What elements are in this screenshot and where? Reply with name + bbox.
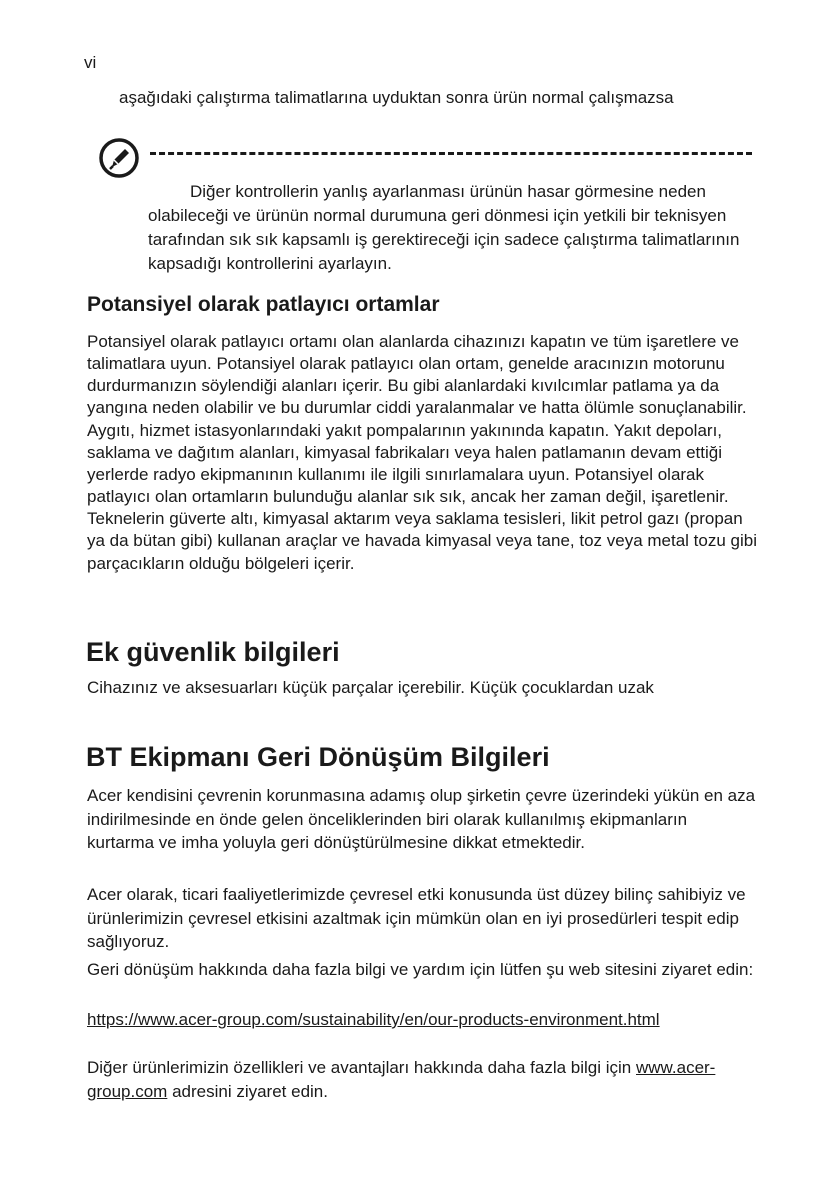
heading-it-recycling: BT Ekipmanı Geri Dönüşüm Bilgileri	[86, 742, 550, 772]
page-number: vi	[84, 53, 97, 72]
paragraph-recycling-3: Geri dönüşüm hakkında daha fazla bilgi ve yardım için lütfen şu web sitesini ziyaret edin:	[87, 960, 754, 979]
recycling-url-line	[87, 1009, 757, 1031]
heading-additional-safety: Ek güvenlik bilgileri	[86, 637, 340, 667]
note-text	[148, 180, 748, 276]
recycling-url-link[interactable]: https://www.acer-group.com/sustainability/en/our-products-environment.html	[87, 1010, 660, 1029]
paragraph-recycling-1: Acer kendisini çevrenin korunmasına adamış olup şirketin çevre üzerindeki yükün en aza indirilmesinde en önde gelen önceliklerinden biri olarak kullanılmış ekipmanların kurtarma ve imha yoluyla geri dönüştürülmesine dikkat etmektedir.	[87, 786, 756, 852]
note-pencil-icon	[98, 137, 140, 179]
intro-text: aşağıdaki çalıştırma talimatlarına uyduktan sonra ürün normal çalışmazsa	[119, 88, 674, 107]
heading-explosive-environments: Potansiyel olarak patlayıcı ortamlar	[87, 293, 440, 316]
paragraph-recycling-2: Acer olarak, ticari faaliyetlerimizde çevresel etki konusunda üst düzey bilinç sahibiyiz ve ürünlerimizin çevresel etkisini azaltmak için mümkün olan en iyi prosedürleri tespit edip sağlıyoruz.	[87, 885, 746, 951]
paragraph-explosive-environments: Potansiyel olarak patlayıcı ortamı olan alanlarda cihazınızı kapatın ve tüm işaretlere ve talimatlara uyun. Potansiyel olarak patlayıcı olan ortam, genelde aracınızın motorunu durdurmanızın söylendiği alanları içerir. Bu gibi alanlardaki kıvılcımlar patlama ya da yangına neden olabilir ve bu durumlar ciddi yaralanmalar ve hatta ölümle sonuçlanabilir. Aygıtı, hizmet istasyonlarındaki yakıt pompalarının yakınında kapatın. Yakıt depoları, saklama ve dağıtım alanları, kimyasal fabrikaları veya halen patlamanın devam ettiği yerlerde radyo ekipmanının kullanımı ile ilgili sınırlamalara uyun. Potansiyel olarak patlayıcı olan ortamların bulunduğu alanlar sık sık, ancak her zaman değil, işaretlenir. Teknelerin güverte altı, kimyasal aktarım veya saklama tesisleri, likit petrol gazı (propan ya da bütan gibi) kullanan araçlar ve havada kimyasal veya tane, toz veya metal tozu gibi parçacıkların olduğu bölgeleri içerir.	[87, 332, 757, 573]
paragraph-recycling-4-text: Diğer ürünlerimizin özellikleri ve avantajları hakkında daha fazla bilgi için	[87, 1058, 632, 1077]
note-body: Diğer kontrollerin yanlış ayarlanması ürünün hasar görmesine neden olabileceği ve ürünün normal durumuna geri dönmesi için yetkili bir teknisyen tarafından sık sık kapsamlı iş gerektireceği için sadece çalıştırma talimatlarının kapsadığı kontrollerini ayarlayın.	[148, 182, 740, 273]
paragraph-recycling-4	[87, 1056, 757, 1103]
note-divider	[150, 152, 752, 155]
paragraph-additional-safety: Cihazınız ve aksesuarları küçük parçalar içerebilir. Küçük çocuklardan uzak	[87, 678, 654, 697]
acer-website-link[interactable]: www.acer-group.com	[87, 1058, 716, 1101]
paragraph-recycling-4-tail: adresini ziyaret edin.	[172, 1081, 328, 1101]
